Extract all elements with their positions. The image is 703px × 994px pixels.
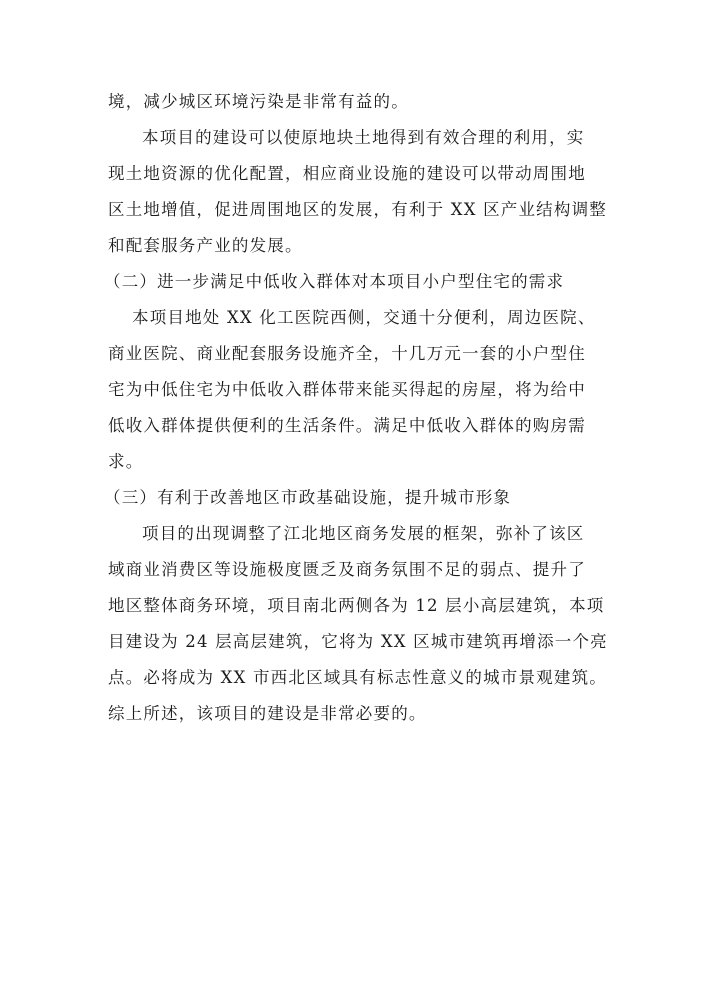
paragraph-line: 宅为中低住宅为中低收入群体带来能买得起的房屋，将为给中 <box>108 380 586 399</box>
paragraph-line: 综上所述，该项目的建设是非常必要的。 <box>108 704 427 723</box>
paragraph-line: 地区整体商务环境，项目南北两侧各为 12 层小高层建筑，本项 <box>108 596 605 615</box>
paragraph-line: 和配套服务产业的发展。 <box>108 236 303 255</box>
section-heading-3: （三）有利于改善地区市政基础设施，提升城市形象 <box>104 488 512 507</box>
section-heading-2: （二）进一步满足中低收入群体对本项目小户型住宅的需求 <box>104 272 565 291</box>
paragraph-line: 低收入群体提供便利的生活条件。满足中低收入群体的购房需 <box>108 416 586 435</box>
paragraph-line: 目建设为 24 层高层建筑，它将为 XX 区城市建筑再增添一个亮 <box>108 632 608 651</box>
paragraph-line: 现土地资源的优化配置，相应商业设施的建设可以带动周围地 <box>108 164 586 183</box>
paragraph-line: 本项目的建设可以使原地块土地得到有效合理的利用，实 <box>142 128 585 147</box>
paragraph-line: 求。 <box>108 452 144 471</box>
paragraph-line: 本项目地处 XX 化工医院西侧，交通十分便利，周边医院、 <box>132 308 596 327</box>
paragraph-line: 点。必将成为 XX 市西北区域具有标志性意义的城市景观建筑。 <box>108 668 607 687</box>
paragraph-line: 区土地增值，促进周围地区的发展，有利于 XX 区产业结构调整 <box>108 200 607 219</box>
paragraph-line: 域商业消费区等设施极度匮乏及商务氛围不足的弱点、提升了 <box>108 560 586 579</box>
paragraph-line: 境，减少城区环境污染是非常有益的。 <box>108 92 409 111</box>
paragraph-line: 项目的出现调整了江北地区商务发展的框架，弥补了该区 <box>142 524 585 543</box>
paragraph-line: 商业医院、商业配套服务设施齐全，十几万元一套的小户型住 <box>108 344 586 363</box>
